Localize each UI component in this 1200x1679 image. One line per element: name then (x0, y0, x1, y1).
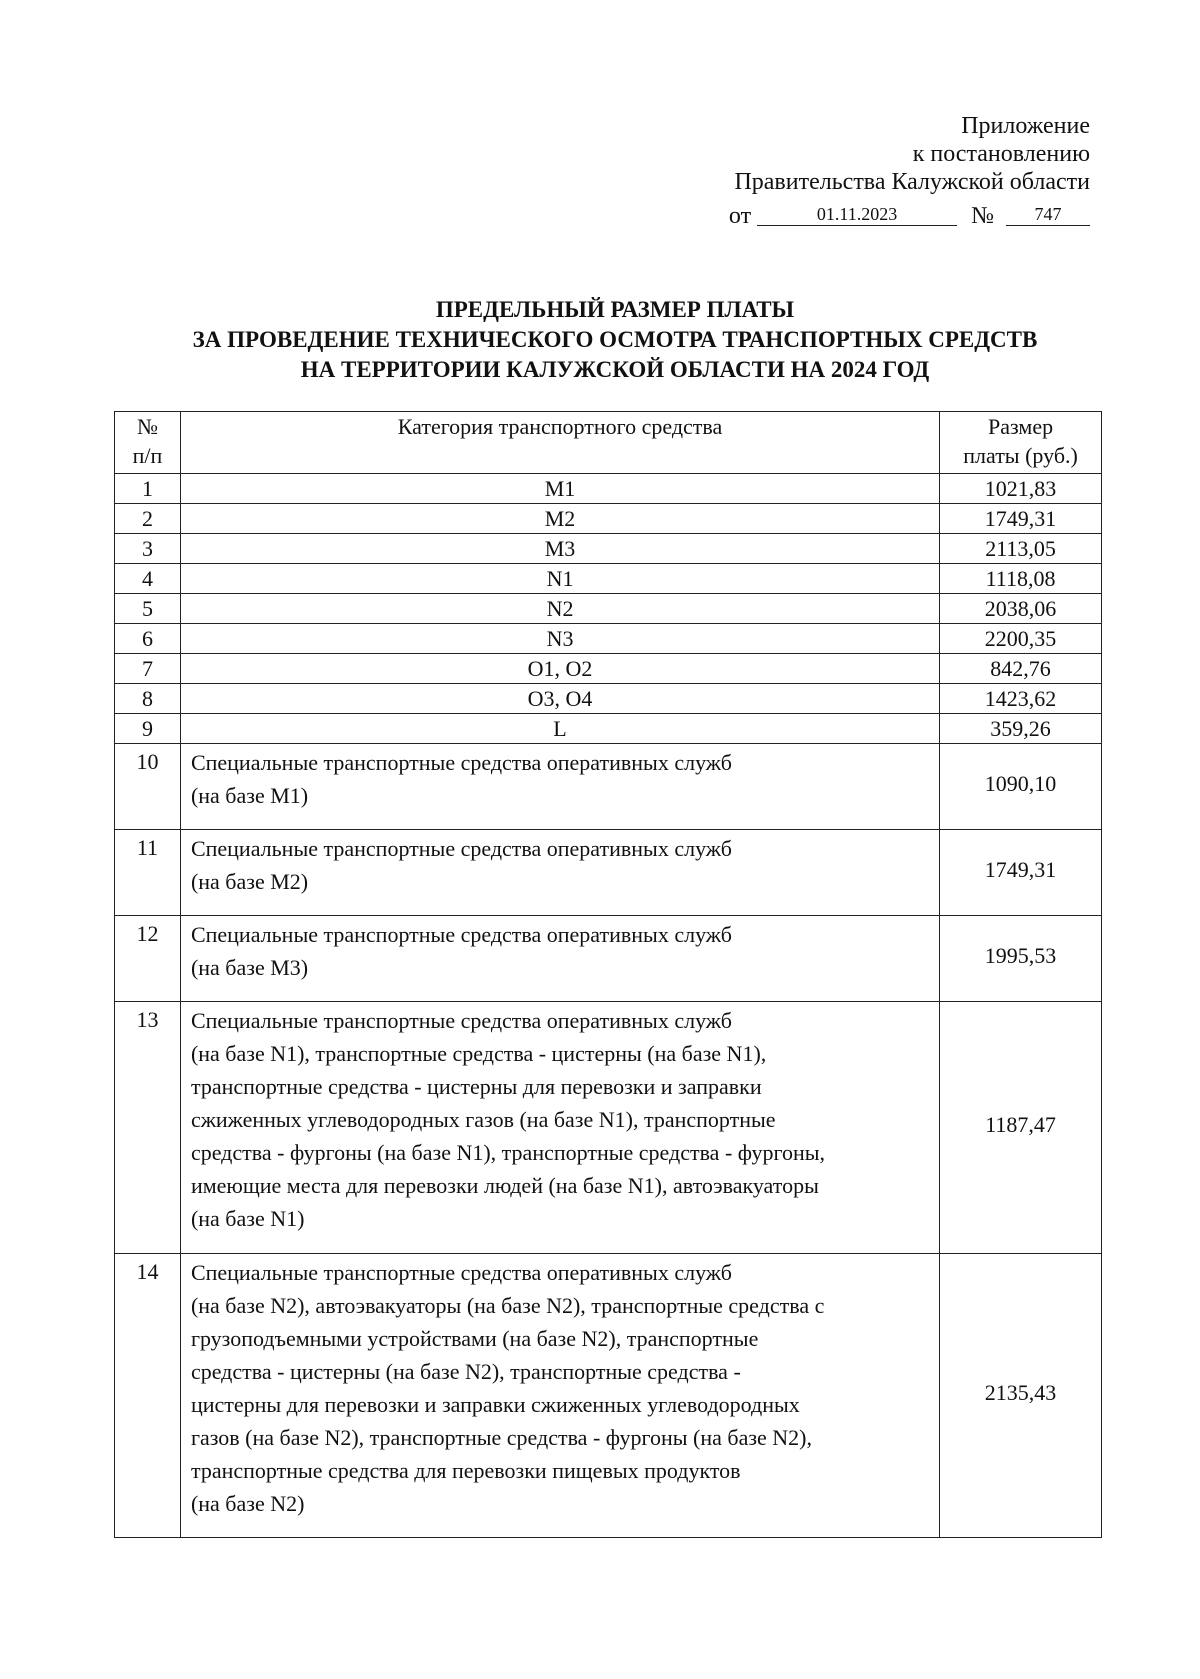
header-fee-line-2: платы (руб.) (963, 443, 1078, 468)
header-number-line-1: № (136, 414, 158, 439)
row-fee: 1995,53 (940, 916, 1102, 1002)
row-number: 1 (115, 474, 181, 504)
category-line: транспортные средства для перевозки пищевых продуктов (190, 1458, 741, 1483)
category-line: (на базе M1) (190, 783, 309, 808)
resolution-date: 01.11.2023 (757, 203, 957, 226)
row-category: M3 (180, 534, 939, 564)
table-row (115, 714, 1102, 744)
row-fee: 1021,83 (940, 474, 1102, 504)
row-fee: 1749,31 (940, 504, 1102, 534)
category-line: (на базе N2), автоэвакуаторы (на базе N2), транспортные средства с (190, 1293, 825, 1318)
row-number: 8 (115, 684, 181, 714)
header-category: Категория транспортного средства (180, 412, 939, 474)
row-fee: 1090,10 (940, 744, 1102, 830)
table-row (115, 534, 1102, 564)
table-row (115, 684, 1102, 714)
row-fee: 2135,43 (940, 1254, 1102, 1538)
category-line: (на базе M3) (190, 955, 309, 980)
row-number: 13 (115, 1002, 181, 1254)
row-category: M1 (180, 474, 939, 504)
table-row (115, 830, 1102, 916)
row-category: M2 (180, 504, 939, 534)
category-line: средства - фургоны (на базе N1), транспортные средства - фургоны, (190, 1140, 826, 1165)
table-header-row (115, 412, 1102, 474)
row-number: 6 (115, 624, 181, 654)
table-body (115, 474, 1102, 1538)
table-row (115, 624, 1102, 654)
row-category (180, 1002, 939, 1254)
fee-table (114, 411, 1102, 1538)
row-category: N1 (180, 564, 939, 594)
header-number (115, 412, 181, 474)
row-category: N3 (180, 624, 939, 654)
attachment-line-2: к постановлению (912, 141, 1090, 167)
row-fee: 842,76 (940, 654, 1102, 684)
category-line: (на базе N2) (190, 1491, 305, 1516)
category-line: Специальные транспортные средства оперативных служб (190, 922, 732, 947)
row-number: 12 (115, 916, 181, 1002)
row-fee: 2038,06 (940, 594, 1102, 624)
number-sign: № (971, 203, 994, 229)
table-row (115, 916, 1102, 1002)
row-fee: 1749,31 (940, 830, 1102, 916)
category-line: Специальные транспортные средства оперативных служб (190, 750, 732, 775)
row-category (180, 830, 939, 916)
category-line: транспортные средства - цистерны для перевозки и заправки (190, 1074, 762, 1099)
category-line: Специальные транспортные средства оперативных служб (190, 1008, 732, 1033)
category-line: (на базе N1), транспортные средства - цистерны (на базе N1), (190, 1041, 767, 1066)
row-category: O3, O4 (180, 684, 939, 714)
row-fee: 359,26 (940, 714, 1102, 744)
row-number: 14 (115, 1254, 181, 1538)
table-row (115, 654, 1102, 684)
row-number: 10 (115, 744, 181, 830)
category-line: Специальные транспортные средства оперативных служб (190, 836, 732, 861)
row-number: 7 (115, 654, 181, 684)
attachment-line-3: Правительства Калужской области (734, 169, 1090, 195)
category-line: (на базе M2) (190, 869, 309, 894)
row-number: 2 (115, 504, 181, 534)
row-number: 11 (115, 830, 181, 916)
title-line-2: ЗА ПРОВЕДЕНИЕ ТЕХНИЧЕСКОГО ОСМОТРА ТРАНСПОРТНЫХ СРЕДСТВ (192, 327, 1038, 352)
resolution-date-line (530, 196, 1090, 230)
table-row (115, 1254, 1102, 1538)
row-category (180, 916, 939, 1002)
row-fee: 1187,47 (940, 1002, 1102, 1254)
category-line: Специальные транспортные средства оперативных служб (190, 1260, 732, 1285)
row-category: O1, O2 (180, 654, 939, 684)
header-number-line-2: п/п (132, 443, 163, 468)
title-line-3: НА ТЕРРИТОРИИ КАЛУЖСКОЙ ОБЛАСТИ НА 2024 ГОД (300, 357, 930, 382)
header-fee-line-1: Размер (988, 414, 1054, 439)
row-number: 9 (115, 714, 181, 744)
document-title (90, 295, 1140, 385)
table-row (115, 1002, 1102, 1254)
category-line: (на базе N1) (190, 1206, 305, 1231)
category-line: средства - цистерны (на базе N2), транспортные средства - (190, 1359, 741, 1384)
attachment-header (530, 112, 1090, 230)
category-line: цистерны для перевозки и заправки сжиженных углеводородных (190, 1392, 800, 1417)
resolution-number: 747 (1006, 203, 1090, 226)
row-fee: 2113,05 (940, 534, 1102, 564)
table-row (115, 504, 1102, 534)
row-fee: 1423,62 (940, 684, 1102, 714)
row-category: N2 (180, 594, 939, 624)
title-line-1: ПРЕДЕЛЬНЫЙ РАЗМЕР ПЛАТЫ (435, 297, 795, 322)
table-row (115, 474, 1102, 504)
table-row (115, 594, 1102, 624)
table-row (115, 744, 1102, 830)
table-row (115, 564, 1102, 594)
row-category (180, 744, 939, 830)
row-fee: 2200,35 (940, 624, 1102, 654)
header-fee (940, 412, 1102, 474)
date-prefix: от (728, 203, 752, 229)
row-category: L (180, 714, 939, 744)
row-fee: 1118,08 (940, 564, 1102, 594)
row-number: 3 (115, 534, 181, 564)
category-line: имеющие места для перевозки людей (на базе N1), автоэвакуаторы (190, 1173, 819, 1198)
category-line: грузоподъемными устройствами (на базе N2), транспортные (190, 1326, 759, 1351)
attachment-line-1: Приложение (961, 113, 1090, 139)
row-number: 4 (115, 564, 181, 594)
row-category (180, 1254, 939, 1538)
category-line: сжиженных углеводородных газов (на базе N1), транспортные (190, 1107, 776, 1132)
category-line: газов (на базе N2), транспортные средства - фургоны (на базе N2), (190, 1425, 812, 1450)
row-number: 5 (115, 594, 181, 624)
